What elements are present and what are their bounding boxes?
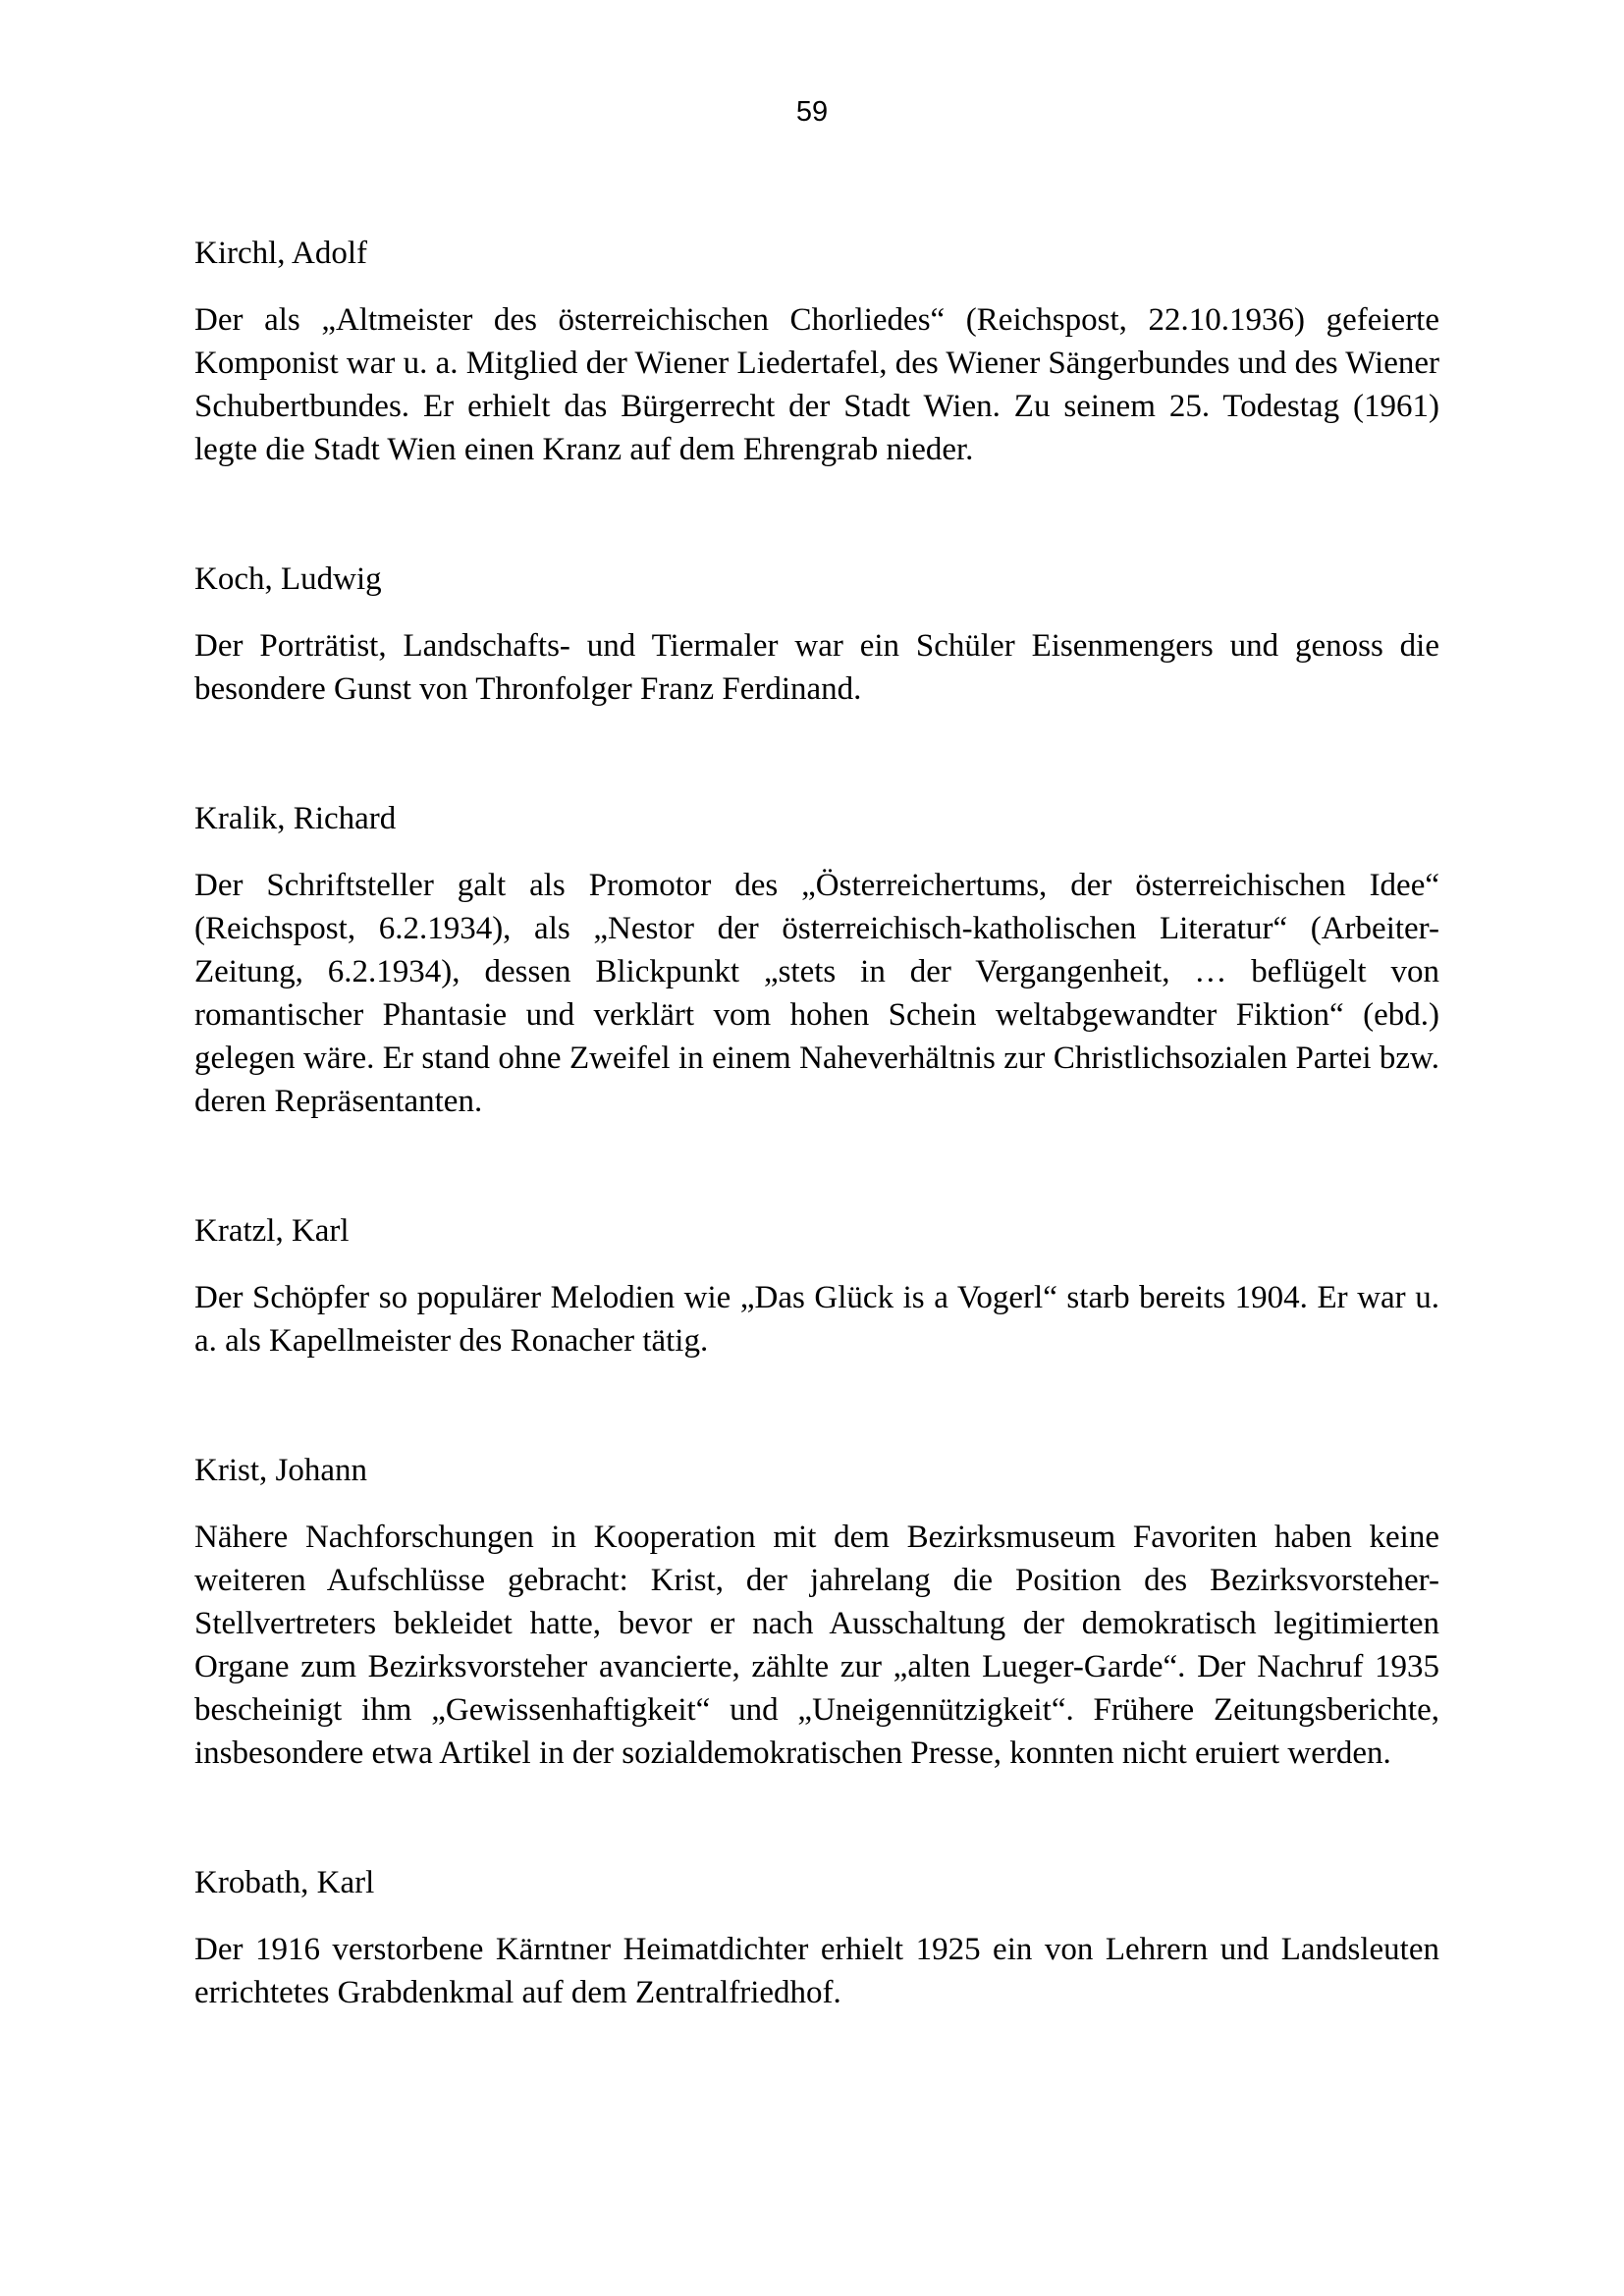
entry-kratzl-karl <box>194 1209 1439 1362</box>
entry-koch-ludwig <box>194 558 1439 711</box>
entry-text: Der Schriftsteller galt als Promotor des „Österreichertums, der österreichischen Idee“ (Reichspost, 6.2.1934), als „Nestor der österreichisch-katholischen Literatur“ (Arbeiter-Zeitung, 6.2.1934), dessen Blickpunkt „stets in der Vergangenheit, … beflügelt von romantischer Phantasie und verklärt vom hohen Schein weltabgewandter Fiktion“ (ebd.) gelegen wäre. Er stand ohne Zweifel in einem Naheverhältnis zur Christlichsozialen Partei bzw. deren Repräsentanten. <box>194 868 1439 1119</box>
entry-krist-johann <box>194 1449 1439 1775</box>
entry-kralik-richard <box>194 797 1439 1123</box>
entry-name: Kirchl, Adolf <box>194 236 367 271</box>
entry-text: Nähere Nachforschungen in Kooperation mit dem Bezirksmuseum Favoriten haben keine weiteren Aufschlüsse gebracht: Krist, der jahrelang die Position des Bezirksvorsteher-Stellvertreters bekleidet hatte, bevor er nach Ausschaltung der demokratisch legitimierten Organe zum Bezirksvorsteher avancierte, zählte zur „alten Lueger-Garde“. Der Nachruf 1935 bescheinigt ihm „Gewissenhaftigkeit“ und „Uneigennützigkeit“. Frühere Zeitungsberichte, insbesondere etwa Artikel in der sozialdemokratischen Presse, konnten nicht eruiert werden. <box>194 1520 1439 1771</box>
entry-name: Kralik, Richard <box>194 801 397 836</box>
entry-text: Der 1916 verstorbene Kärntner Heimatdichter erhielt 1925 ein von Lehrern und Landsleuten errichtetes Grabdenkmal auf dem Zentralfriedhof. <box>194 1932 1439 2010</box>
entry-name: Koch, Ludwig <box>194 561 382 597</box>
entry-name: Krist, Johann <box>194 1453 367 1488</box>
entry-text: Der Porträtist, Landschafts- und Tiermaler war ein Schüler Eisenmengers und genoss die besondere Gunst von Thronfolger Franz Ferdinand. <box>194 628 1439 707</box>
entry-text: Der Schöpfer so populärer Melodien wie „Das Glück is a Vogerl“ starb bereits 1904. Er war u. a. als Kapellmeister des Ronacher tätig. <box>194 1280 1439 1359</box>
page-number: 59 <box>795 96 829 128</box>
entry-name: Krobath, Karl <box>194 1865 375 1900</box>
entry-krobath-karl <box>194 1861 1439 2014</box>
entry-list <box>194 232 1439 2014</box>
entry-name: Kratzl, Karl <box>194 1213 350 1249</box>
entry-text: Der als „Altmeister des österreichischen Chorliedes“ (Reichspost, 22.10.1936) gefeierte Komponist war u. a. Mitglied der Wiener Liedertafel, des Wiener Sängerbundes und des Wiener Schubertbundes. Er erhielt das Bürgerrecht der Stadt Wien. Zu seinem 25. Todestag (1961) legte die Stadt Wien einen Kranz auf dem Ehrengrab nieder. <box>194 302 1439 467</box>
entry-kirchl-adolf <box>194 232 1439 471</box>
